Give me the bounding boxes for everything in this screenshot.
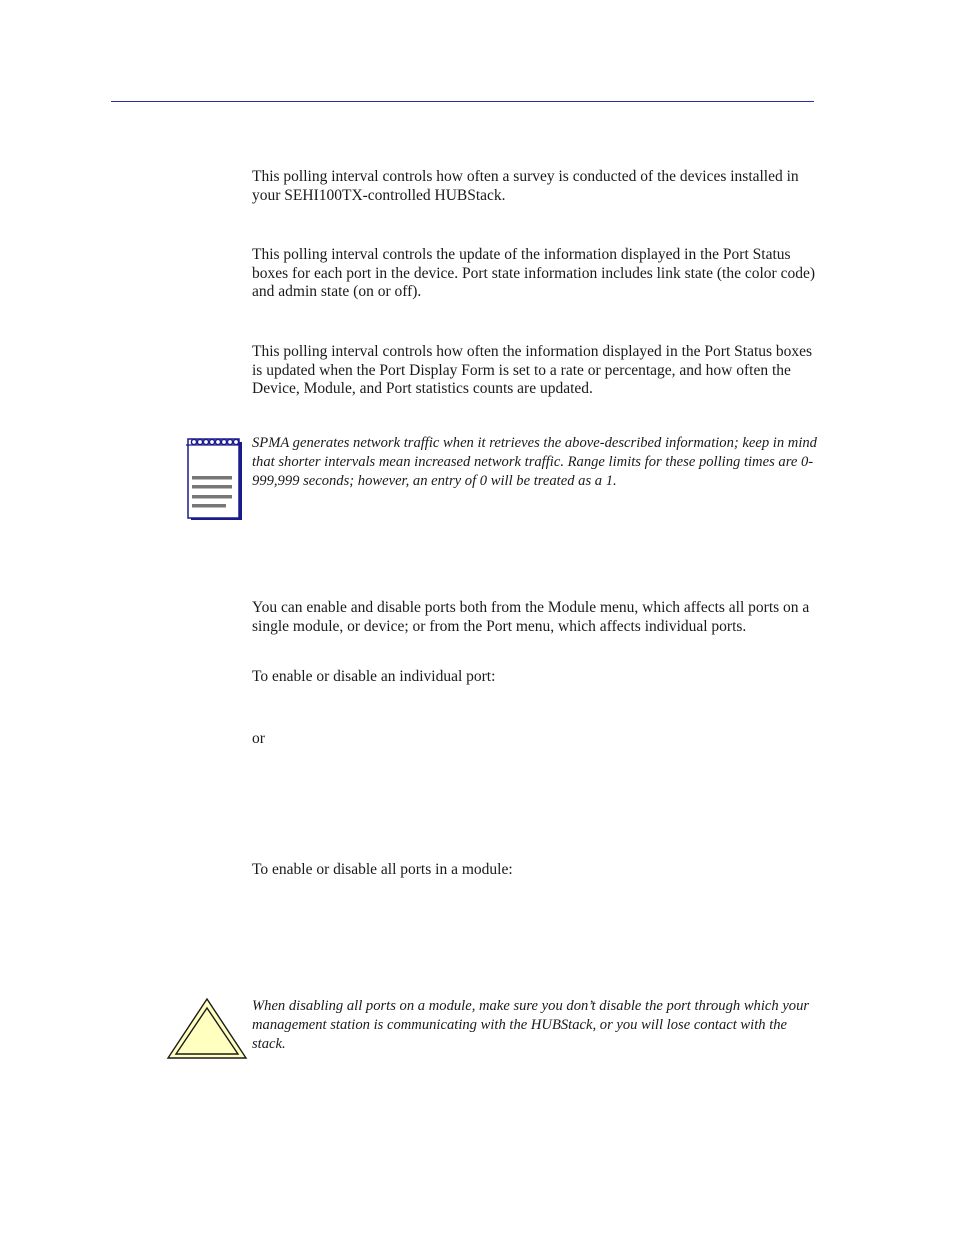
enable-disable-intro-paragraph: You can enable and disable ports both from the Module menu, which affects all ports on a single module, or device; or from the Port menu, which affects individual ports. <box>252 599 810 635</box>
module-ports-heading: To enable or disable all ports in a module: <box>252 861 513 878</box>
polling-survey-paragraph: This polling interval controls how often a survey is conducted of the devices installed in your SEHI100TX-controlled HUBStack. <box>252 168 799 204</box>
notepad-icon <box>186 436 244 522</box>
or-text: or <box>252 730 265 747</box>
caution-text: When disabling all ports on a module, make sure you don’t disable the port through which your management station is communicating with the HUBStack, or you will lose contact with the stack. <box>252 998 810 1052</box>
network-traffic-note: SPMA generates network traffic when it retrieves the above-described information; keep in mind that shorter intervals mean increased network traffic. Range limits for these polling times are 0-999,999 seconds; however, an entry of 0 will be treated as a 1. <box>252 435 817 489</box>
header-rule <box>111 101 814 102</box>
individual-port-heading: To enable or disable an individual port: <box>252 668 496 685</box>
caution-triangle-icon <box>166 997 248 1061</box>
polling-status-paragraph: This polling interval controls the update of the information displayed in the Port Status boxes for each port in the device. Port state information includes link state (the color code) and admin state (on or off). <box>252 246 815 301</box>
polling-statistics-paragraph: This polling interval controls how often the information displayed in the Port Status boxes is updated when the Port Display Form is set to a rate or percentage, and how often the Device, Module, and Port statistics counts are updated. <box>252 343 813 398</box>
